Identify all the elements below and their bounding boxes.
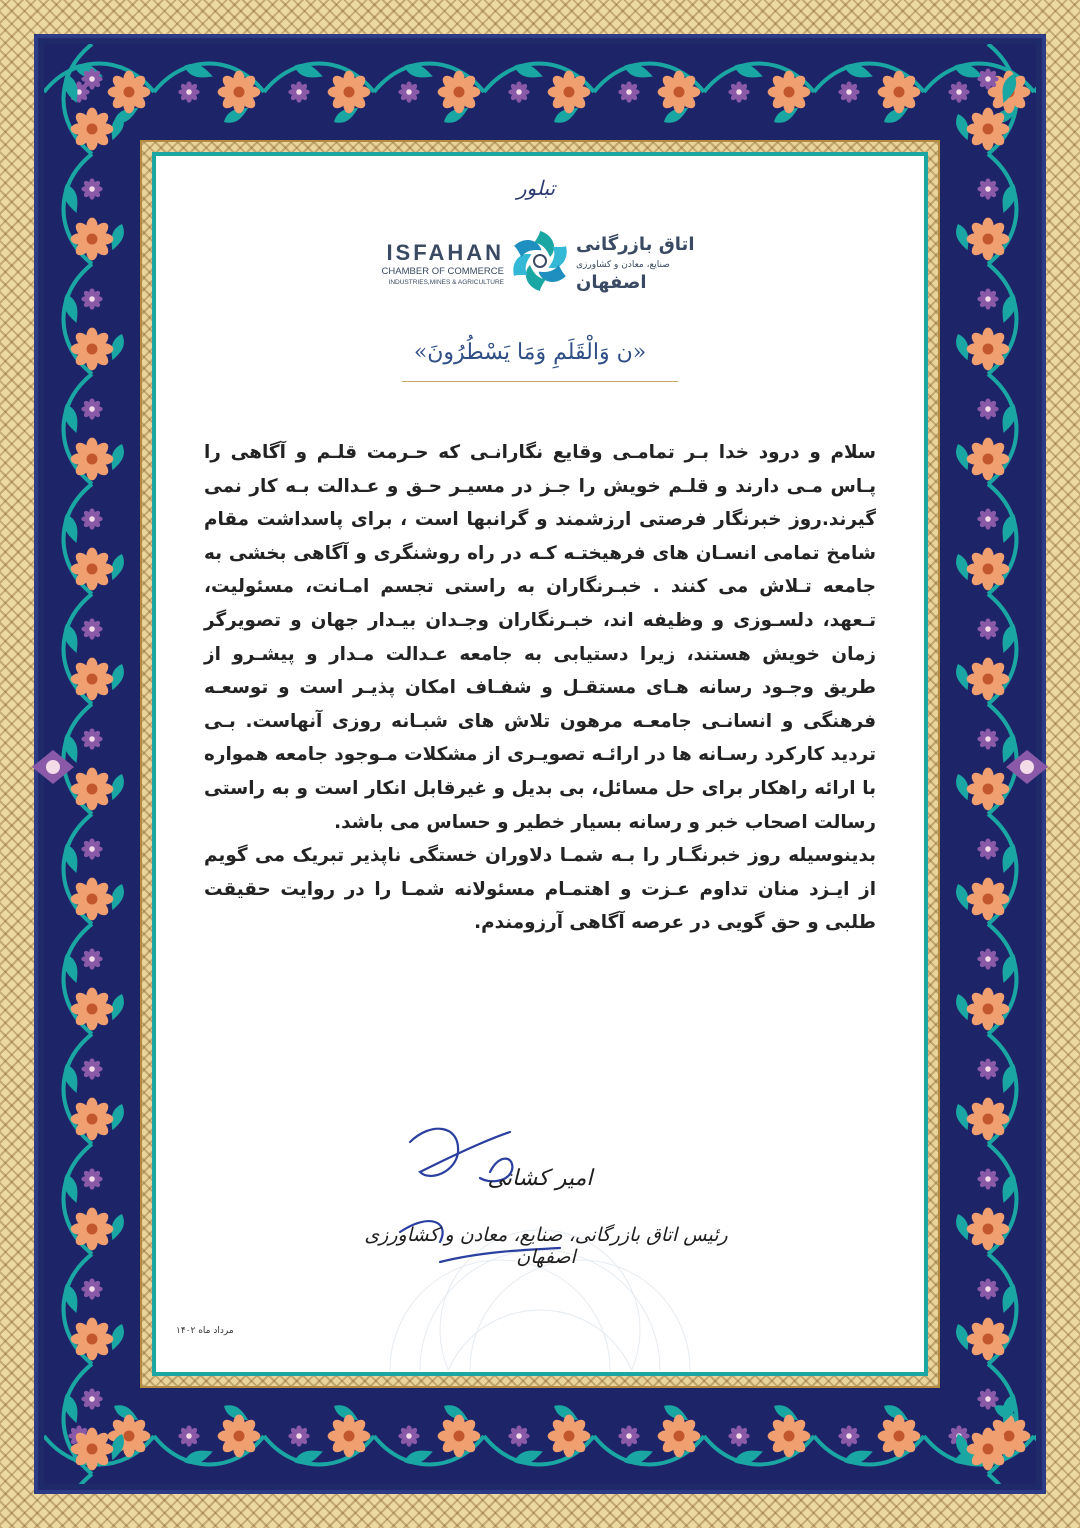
flower-icon — [977, 288, 998, 309]
flower-icon — [977, 948, 998, 969]
flower-icon — [398, 1425, 419, 1446]
flower-icon — [81, 1168, 102, 1189]
flower-icon — [977, 1388, 998, 1409]
logo-en-subtitle: CHAMBER OF COMMERCE — [381, 266, 504, 277]
flower-icon — [71, 1428, 114, 1471]
logo-fa-city: اصفهان — [576, 272, 647, 293]
flower-icon — [977, 1278, 998, 1299]
flower-icon — [878, 71, 921, 114]
flower-icon — [81, 618, 102, 639]
flower-icon — [218, 71, 261, 114]
flower-icon — [81, 728, 102, 749]
chamber-emblem-icon — [508, 226, 572, 296]
flower-icon — [728, 1425, 749, 1446]
logo-fa-subtitle: صنایع، معادن و کشاورزی — [576, 260, 670, 270]
quran-verse: «ن وَالْقَلَمِ وَمَا يَسْطُرُونَ» — [413, 340, 647, 365]
flower-icon — [438, 71, 481, 114]
flower-icon — [967, 108, 1010, 151]
flower-icon — [71, 1318, 114, 1361]
flower-icon — [838, 81, 859, 102]
flower-icon — [967, 988, 1010, 1031]
vine-line — [1034, 1436, 1036, 1465]
letter-paragraph-2: بدینوسیله روز خبرنگـار را بـه شمـا دلاوران خستگی ناپذیر تبریک می گویم از ایـزد منان تداوم عـزت و اهتمـام مسئولانه شمـا را در روایت حقیقت طلبی و حق گویی در عرصه آگاهی آرزومندم. — [204, 845, 876, 934]
flower-icon — [178, 81, 199, 102]
flower-icon — [977, 398, 998, 419]
flower-icon — [81, 508, 102, 529]
flower-icon — [658, 71, 701, 114]
flower-icon — [71, 988, 114, 1031]
flower-icon — [398, 81, 419, 102]
flower-icon — [977, 728, 998, 749]
header-calligraphy: تبلور — [516, 176, 556, 200]
flower-icon — [548, 71, 591, 114]
flower-icon — [328, 71, 371, 114]
flower-icon — [948, 81, 969, 102]
flower-icon — [218, 1415, 261, 1458]
flower-icon — [71, 768, 114, 811]
signer-title: رئیس اتاق بازرگانی، صنایع، معادن و کشاورزی اصفهان — [364, 1224, 728, 1268]
flower-icon — [977, 618, 998, 639]
flower-icon — [288, 1425, 309, 1446]
flower-icon — [71, 108, 114, 151]
flower-icon — [977, 1168, 998, 1189]
flower-icon — [728, 81, 749, 102]
logo-en-subtitle2: INDUSTRIES,MINES & AGRICULTURE — [388, 279, 504, 286]
signer-name: امیر کشانی — [487, 1166, 593, 1191]
verse-divider — [402, 381, 678, 382]
flower-icon — [967, 1428, 1010, 1471]
flower-icon — [81, 838, 102, 859]
logo-fa-title: اتاق بازرگانی — [576, 234, 695, 255]
flower-icon — [768, 1415, 811, 1458]
flower-icon — [967, 1098, 1010, 1141]
letter-body — [204, 436, 876, 940]
flower-icon — [977, 1058, 998, 1079]
flower-icon — [967, 548, 1010, 591]
flower-icon — [618, 81, 639, 102]
flower-icon — [81, 68, 102, 89]
flower-icon — [71, 548, 114, 591]
flower-icon — [71, 218, 114, 261]
flower-icon — [967, 218, 1010, 261]
flower-icon — [838, 1425, 859, 1446]
flower-icon — [81, 1278, 102, 1299]
flower-icon — [108, 71, 151, 114]
flower-icon — [81, 1058, 102, 1079]
flower-icon — [967, 768, 1010, 811]
flower-icon — [508, 81, 529, 102]
flower-icon — [178, 1425, 199, 1446]
flower-icon — [977, 178, 998, 199]
flower-icon — [71, 328, 114, 371]
flower-icon — [71, 658, 114, 701]
flower-icon — [967, 878, 1010, 921]
logo-en-title: ISFAHAN — [386, 240, 504, 265]
flower-icon — [508, 1425, 529, 1446]
flower-icon — [967, 438, 1010, 481]
chamber-logo — [380, 226, 710, 306]
flower-icon — [658, 1415, 701, 1458]
flower-icon — [768, 71, 811, 114]
flower-icon — [81, 1388, 102, 1409]
flower-icon — [71, 878, 114, 921]
flower-icon — [71, 1098, 114, 1141]
flower-icon — [328, 1415, 371, 1458]
vine-line — [64, 1474, 93, 1484]
flower-icon — [288, 81, 309, 102]
flower-icon — [618, 1425, 639, 1446]
flower-icon — [81, 948, 102, 969]
vine-line — [988, 1474, 1017, 1484]
flower-icon — [967, 1208, 1010, 1251]
flower-icon — [81, 178, 102, 199]
left-ornament-icon — [30, 744, 76, 790]
flower-icon — [438, 1415, 481, 1458]
flower-icon — [977, 68, 998, 89]
letter-paragraph-1: سلام و درود خدا بـر تمامـی وقایع نگارانـی که حـرمت قلـم و آگاهی را پـاس مـی دارند و قلـم خویش را جـز در مسیـر حـق و عـدالت بـه کار نمی گیرند.روز خبرنگار فرصتی ارزشمند و گرانبها است ، برای پاسداشت مقام شامخ تمامی انسـان های فرهیختـه کـه در راه روشنگری و آگاهی بخشی به جامعه تـلاش می کنند . خبـرنگاران به راستی تجسم امـانت، مسئولیت، تـعهد، دلسـوزی و وظیفه اند، خبـرنگاران وجـدان بیـدار جهان و تصویرگر زمان خویش هستند، زیرا دستیابی به جامعه عـدالت مـدار و پیشـرو از طریق وجـود رسانه هـای مستقـل و شفـاف امکان پذیـر است و توسعـه فرهنگی و انسانـی جامعـه مرهون تلاش های شبـانه روزی آنهاست. بـی تردید کارکرد رسـانه ها در ارائـه تصویـری از مشکلات مـوجود جامعه همواره با ارائه راهکار برای حل مسائل، بی بدیل و غیرقابل انکار است و به راستی رسالت اصحاب خبر و رسانه بسیار خطیر و حساس می باشد. — [204, 442, 876, 833]
letter-date: مرداد ماه ۱۴۰۲ — [176, 1326, 234, 1336]
flower-icon — [977, 508, 998, 529]
flower-icon — [81, 398, 102, 419]
flower-icon — [967, 328, 1010, 371]
flower-icon — [71, 1208, 114, 1251]
right-ornament-icon — [1004, 744, 1050, 790]
flower-icon — [977, 838, 998, 859]
flower-icon — [81, 288, 102, 309]
flower-icon — [878, 1415, 921, 1458]
flower-icon — [71, 438, 114, 481]
flower-icon — [967, 1318, 1010, 1361]
vine-line — [1034, 64, 1036, 93]
flower-icon — [967, 658, 1010, 701]
flower-icon — [548, 1415, 591, 1458]
handwritten-signature — [340, 1112, 580, 1312]
